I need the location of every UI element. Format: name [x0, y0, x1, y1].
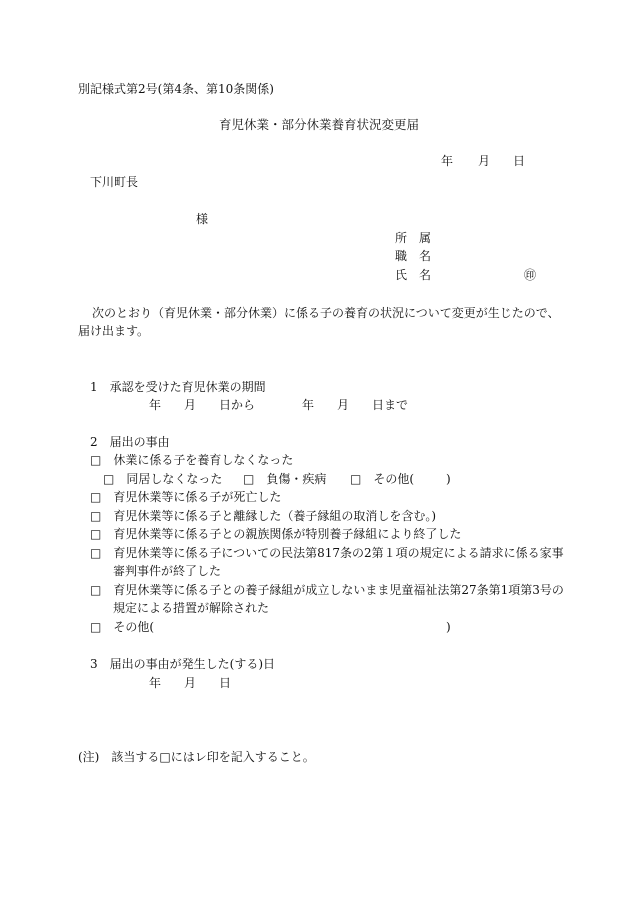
reason-sub-3-close: ) — [446, 472, 451, 486]
reason-item-5-line-1: □ 育児休業等に係る子についての民法第817条の2第１項の規定による請求に係る家事 — [90, 546, 564, 560]
reason-item-1: □ 休業に係る子を養育しなくなった — [90, 453, 294, 467]
intro-line-2: 届け出ます。 — [78, 324, 150, 338]
date-year-label: 年 — [441, 154, 454, 168]
name-label: 氏 名 — [395, 268, 432, 282]
reason-item-6-line-1: □ 育児休業等に係る子との養子縁組が成立しないまま児童福祉法第27条第1項第3号の — [90, 583, 564, 597]
section1-from-year: 年 — [149, 398, 162, 412]
intro-line-1: 次のとおり（育児休業・部分休業）に係る子の養育の状況について変更が生じたので、 — [92, 306, 560, 320]
reason-item-7-close: ) — [446, 620, 451, 634]
section1-to-year: 年 — [302, 398, 315, 412]
reason-item-7: □ その他( — [90, 620, 155, 634]
form-number: 別記様式第2号(第4条、第10条関係) — [78, 82, 274, 96]
form-title: 育児休業・部分休業養育状況変更届 — [219, 117, 420, 132]
section3-year: 年 — [149, 676, 162, 690]
section2-heading: 2 届出の事由 — [90, 435, 170, 449]
reason-item-6-line-2: 規定による措置が解除された — [113, 601, 270, 615]
reason-item-4: □ 育児休業等に係る子との親族関係が特別養子縁組により終了した — [90, 527, 462, 541]
date-day-label: 日 — [513, 154, 526, 168]
section1-heading: 1 承認を受けた育児休業の期間 — [90, 380, 266, 394]
section3-heading: 3 届出の事由が発生した(する)日 — [90, 657, 275, 671]
reason-sub-1: □ 同居しなくなった — [103, 472, 223, 486]
section1-from-day: 日から — [219, 398, 256, 412]
reason-item-3: □ 育児休業等に係る子と離縁した（養子縁組の取消しを含む。) — [90, 509, 437, 523]
reason-sub-3: □ その他( — [350, 472, 415, 486]
footnote: (注) 該当する□にはレ印を記入すること。 — [78, 750, 315, 764]
honorific: 様 — [196, 212, 209, 226]
section3-month: 月 — [184, 676, 197, 690]
reason-item-2: □ 育児休業等に係る子が死亡した — [90, 490, 282, 504]
section1-to-month: 月 — [337, 398, 350, 412]
reason-item-5-line-2: 審判事件が終了した — [113, 564, 222, 578]
affiliation-label: 所 属 — [395, 231, 432, 245]
position-label: 職 名 — [395, 249, 432, 263]
section1-from-month: 月 — [184, 398, 197, 412]
section1-to-day: 日まで — [372, 398, 409, 412]
date-month-label: 月 — [478, 154, 491, 168]
section3-day: 日 — [219, 676, 232, 690]
recipient: 下川町長 — [90, 175, 139, 189]
seal-mark: ㊞ — [524, 268, 537, 282]
reason-sub-2: □ 負傷・疾病 — [243, 472, 327, 486]
